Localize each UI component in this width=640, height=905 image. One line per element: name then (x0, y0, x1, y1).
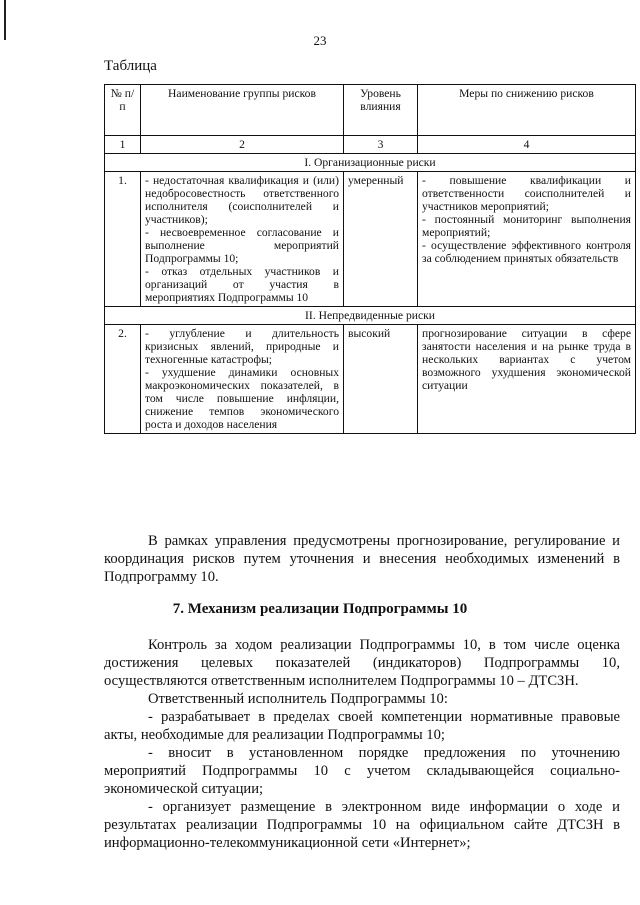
risk-item: - недостаточная квалификация и (или) недобросовестность ответственного исполнителя (соисполнителей и участников); (145, 174, 339, 226)
risk-item: - несвоевременное согласование и выполнение мероприятий Подпрограммы 10; (145, 226, 339, 265)
page-number: 23 (313, 33, 327, 48)
paragraph: - вносит в установленном порядке предложения по уточнению мероприятий Подпрограммы 10 с учетом складывающейся социально-экономической ситуации; (104, 745, 620, 797)
header-cell-number: № п/п (105, 85, 141, 136)
measure-item: прогнозирование ситуации в сфере занятости населения и на рынке труда в нескольких вариантах с учетом возможного ухудшения экономической ситуации (422, 327, 631, 392)
section-row-unforeseen (105, 307, 636, 325)
paragraph: - разрабатывает в пределах своей компетенции нормативные правовые акты, необходимые для реализации Подпрограммы 10; (104, 709, 620, 743)
paragraph: Ответственный исполнитель Подпрограммы 10: (148, 691, 448, 707)
section-row-organizational (105, 154, 636, 172)
table-caption: Таблица (104, 58, 157, 74)
paragraph-risk-management: В рамках управления предусмотрены прогнозирование, регулирование и координация рисков путем уточнения и внесения необходимых изменений в Подпрограмму 10. (104, 533, 620, 585)
section-title: I. Организационные риски (105, 154, 636, 172)
risk-item: - углубление и длительность кризисных явлений, природные и техногенные катастрофы; (145, 327, 339, 366)
measures-cell (418, 172, 636, 307)
column-number: 4 (418, 136, 636, 154)
risk-cell (141, 325, 344, 434)
header-cell-measures: Меры по снижению рисков (418, 85, 636, 136)
measure-item: - постоянный мониторинг выполнения мероприятий; (422, 213, 631, 239)
header-cell-risk-group: Наименование группы рисков (141, 85, 344, 136)
row-number: 1. (105, 172, 141, 307)
paragraph: Контроль за ходом реализации Подпрограммы 10, в том числе оценка достижения целевых показателей (индикаторов) Подпрограммы 10, осуществляются ответственным исполнителем Подпрограммы 10 – ДТСЗН. (104, 637, 620, 689)
level-cell: умеренный (344, 172, 418, 307)
row-number: 2. (105, 325, 141, 434)
risk-table (104, 84, 636, 434)
table-row (105, 172, 636, 307)
column-number-row (105, 136, 636, 154)
section-heading: 7. Механизм реализации Подпрограммы 10 (172, 601, 468, 617)
risk-item: - отказ отдельных участников и организаций от участия в мероприятиях Подпрограммы 10 (145, 265, 339, 304)
column-number: 1 (105, 136, 141, 154)
risk-cell (141, 172, 344, 307)
table-row (105, 325, 636, 434)
column-number: 2 (141, 136, 344, 154)
measures-cell (418, 325, 636, 434)
measure-item: - повышение квалификации и ответственности соисполнителей и участников мероприятий; (422, 174, 631, 213)
section-title: II. Непредвиденные риски (105, 307, 636, 325)
header-cell-level: Уровень влияния (344, 85, 418, 136)
measure-item: - осуществление эффективного контроля за соблюдением принятых обязательств (422, 239, 631, 265)
body-text (104, 636, 620, 852)
paragraph: - организует размещение в электронном виде информации о ходе и результатах реализации Подпрограммы 10 на официальном сайте ДТСЗН в информационно-телекоммуникационной сети «Интернет»; (104, 799, 620, 851)
table-header-row (105, 85, 636, 136)
risk-item: - ухудшение динамики основных макроэкономических показателей, в том числе повышение инфляции, снижение темпов экономического роста и доходов населения (145, 366, 339, 431)
level-cell: высокий (344, 325, 418, 434)
column-number: 3 (344, 136, 418, 154)
